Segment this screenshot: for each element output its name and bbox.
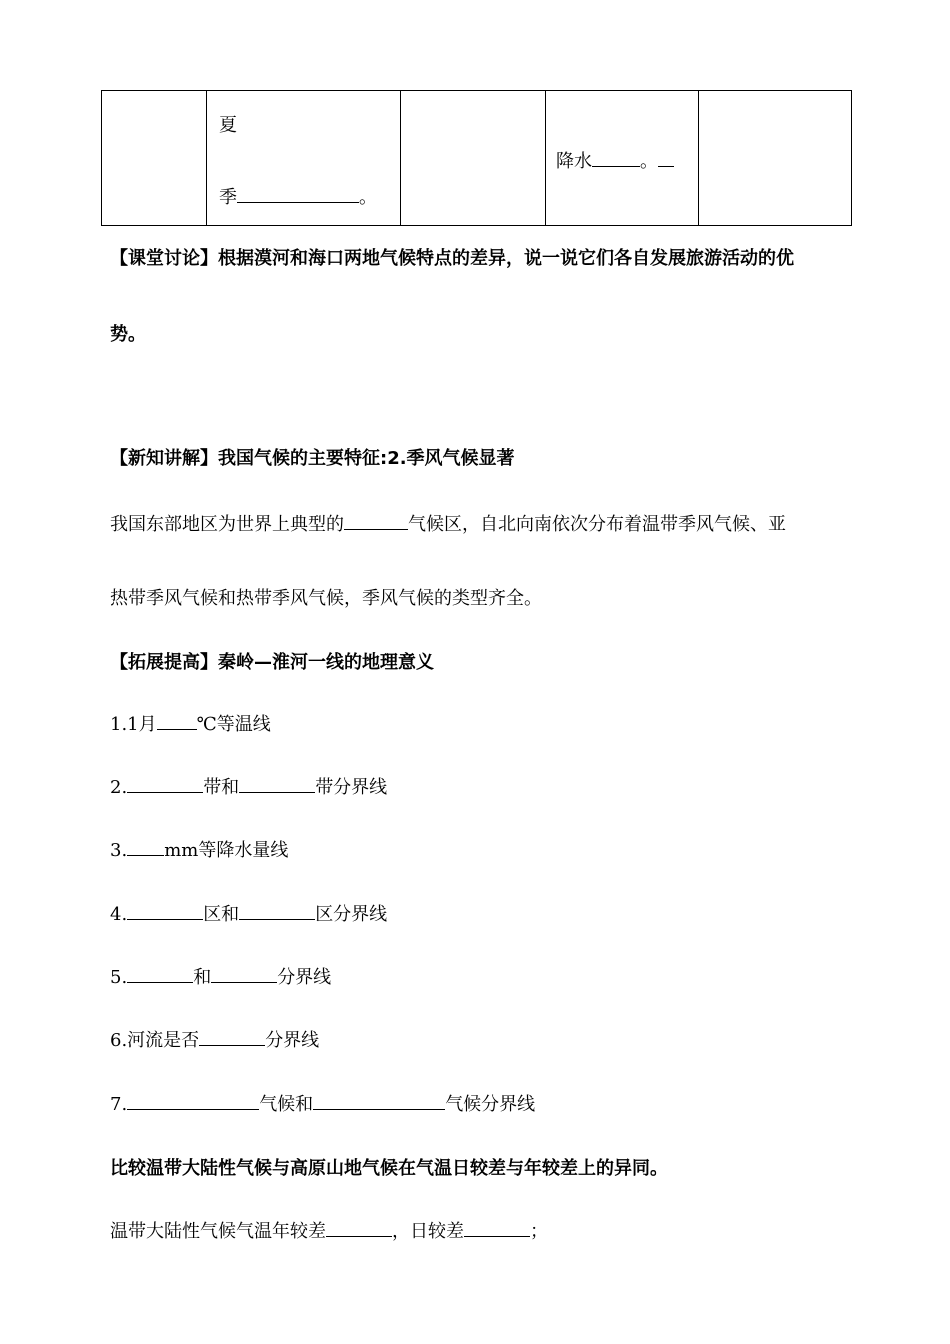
list-item: 3. mm等降水量线 xyxy=(110,836,288,862)
blank-field[interactable] xyxy=(237,184,359,203)
blank-field[interactable] xyxy=(326,1218,392,1237)
table-cell xyxy=(102,91,207,226)
list-item: 7. 气候和 气候分界线 xyxy=(110,1090,535,1116)
blank-field[interactable] xyxy=(313,1091,445,1110)
list-item: 2. 带和 带分界线 xyxy=(110,773,387,799)
table-cell xyxy=(207,91,401,226)
blank-field[interactable] xyxy=(127,774,203,793)
blank-field[interactable] xyxy=(658,148,674,167)
table-row xyxy=(102,91,852,226)
blank-field[interactable] xyxy=(199,1027,265,1046)
blank-field[interactable] xyxy=(127,964,193,983)
newknow-paragraph-line-2: 热带季风气候和热带季风气候，季风气候的类型齐全。 xyxy=(110,588,542,609)
table-cell xyxy=(546,91,699,226)
blank-field[interactable] xyxy=(211,964,277,983)
climate-table-fragment xyxy=(101,90,852,226)
list-item: 4. 区和 区分界线 xyxy=(110,900,387,926)
blank-field[interactable] xyxy=(127,901,203,920)
newknow-paragraph-line-1: 我国东部地区为世界上典型的 气候区，自北向南依次分布着温带季风气候、亚 xyxy=(110,510,786,536)
list-item: 5. 和 分界线 xyxy=(110,963,331,989)
list-item: 6.河流是否 分界线 xyxy=(110,1026,319,1052)
list-item: 1.1月 ℃等温线 xyxy=(110,710,271,736)
summer-char-1: 夏 xyxy=(219,115,237,136)
discussion-line-2: 势。 xyxy=(110,324,146,345)
discussion-line-1: 【课堂讨论】根据漠河和海口两地气候特点的差异，说一说它们各自发展旅游活动的优 xyxy=(110,248,794,269)
blank-field[interactable] xyxy=(239,774,315,793)
blank-field[interactable] xyxy=(592,148,640,167)
compare-answer-line: 温带大陆性气候气温年较差 ，日较差 ； xyxy=(110,1217,548,1243)
blank-field[interactable] xyxy=(127,1091,259,1110)
compare-question: 比较温带大陆性气候与高原山地气候在气温日较差与年较差上的异同。 xyxy=(110,1158,668,1179)
section-heading-newknow: 【新知讲解】我国气候的主要特征:2.季风气候显著 xyxy=(110,448,515,469)
blank-field[interactable] xyxy=(344,511,408,530)
table-cell xyxy=(401,91,546,226)
blank-field[interactable] xyxy=(127,837,164,856)
blank-field[interactable] xyxy=(157,711,197,730)
table-cell xyxy=(699,91,852,226)
blank-field[interactable] xyxy=(464,1218,530,1237)
summer-char-2: 季 。 xyxy=(219,183,377,209)
blank-field[interactable] xyxy=(239,901,315,920)
section-heading-extend: 【拓展提高】秦岭—淮河一线的地理意义 xyxy=(110,652,434,673)
precip-label: 降水 。 xyxy=(556,147,674,173)
